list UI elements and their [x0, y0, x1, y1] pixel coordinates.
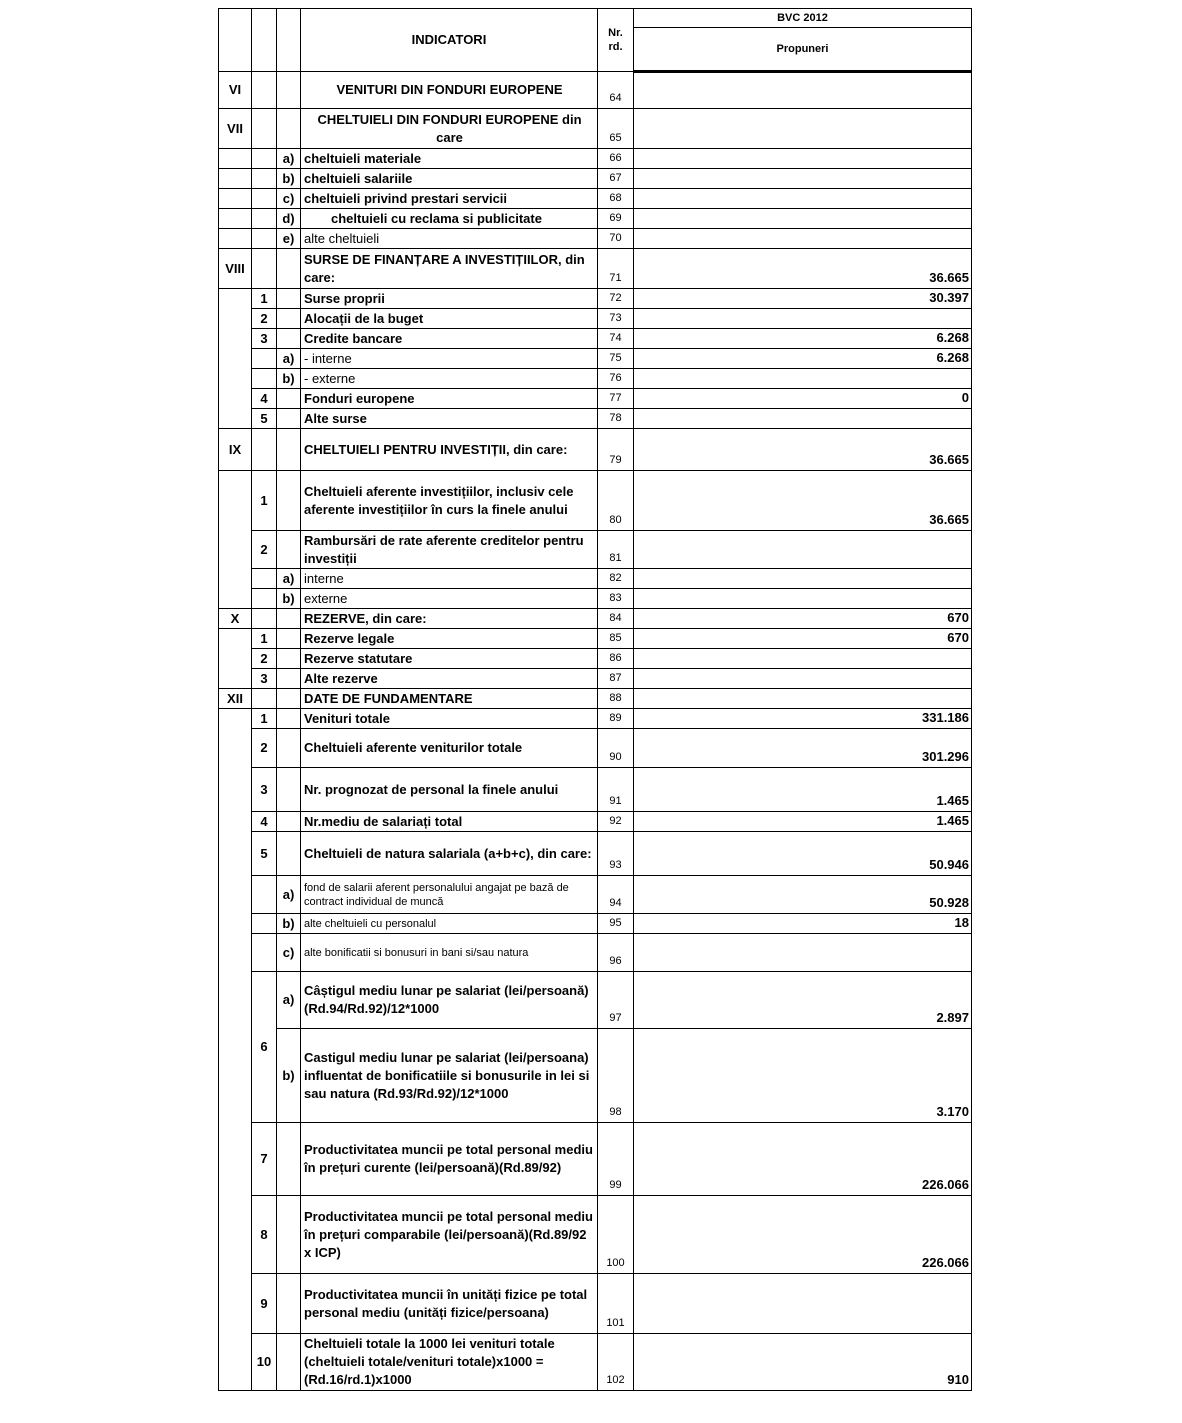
row-item-number	[252, 209, 277, 229]
row-item-number: 3	[252, 669, 277, 689]
row-indicator-label: REZERVE, din care:	[301, 609, 598, 629]
row-value	[634, 409, 972, 429]
row-indicator-label: SURSE DE FINANȚARE A INVESTIȚIILOR, din care:	[301, 249, 598, 289]
row-value: 3.170	[634, 1029, 972, 1123]
table-row	[219, 409, 972, 429]
row-value	[634, 689, 972, 709]
row-letter	[277, 72, 301, 109]
row-letter: a)	[277, 569, 301, 589]
table-row	[219, 649, 972, 669]
table-row	[219, 812, 972, 832]
row-value: 1.465	[634, 812, 972, 832]
row-indicator-label: Cheltuieli aferente investițiilor, inclusiv cele aferente investițiilor în curs la finele anului	[301, 471, 598, 531]
row-letter: b)	[277, 1029, 301, 1123]
table-row	[219, 1196, 972, 1274]
table-row	[219, 832, 972, 876]
header-blank-3	[277, 9, 301, 72]
row-item-number: 5	[252, 409, 277, 429]
row-item-number: 7	[252, 1123, 277, 1196]
table-row	[219, 1334, 972, 1391]
row-section-number: VII	[219, 109, 252, 149]
row-section-number	[219, 289, 252, 429]
row-letter: d)	[277, 209, 301, 229]
table-row	[219, 629, 972, 649]
table-row	[219, 1123, 972, 1196]
row-item-number	[252, 349, 277, 369]
table-row	[219, 189, 972, 209]
row-indicator-label: Alte rezerve	[301, 669, 598, 689]
row-value: 670	[634, 609, 972, 629]
row-number: 84	[598, 609, 634, 629]
row-letter	[277, 649, 301, 669]
row-indicator-label: fond de salarii aferent personalului angajat pe bază de contract individual de muncă	[301, 876, 598, 914]
row-number: 101	[598, 1274, 634, 1334]
row-value: 36.665	[634, 471, 972, 531]
row-indicator-label: DATE DE FUNDAMENTARE	[301, 689, 598, 709]
row-letter	[277, 768, 301, 812]
row-letter: b)	[277, 589, 301, 609]
row-indicator-label: Fonduri europene	[301, 389, 598, 409]
row-letter	[277, 689, 301, 709]
row-number: 89	[598, 709, 634, 729]
row-indicator-label: Alte surse	[301, 409, 598, 429]
row-value: 50.946	[634, 832, 972, 876]
row-value	[634, 309, 972, 329]
row-letter: c)	[277, 189, 301, 209]
row-indicator-label: cheltuieli privind prestari servicii	[301, 189, 598, 209]
row-item-number: 5	[252, 832, 277, 876]
header-row-top	[219, 9, 972, 28]
table-row	[219, 329, 972, 349]
table-row	[219, 689, 972, 709]
row-item-number: 2	[252, 729, 277, 768]
row-letter	[277, 832, 301, 876]
row-number: 90	[598, 729, 634, 768]
row-item-number: 1	[252, 471, 277, 531]
header-blank-1	[219, 9, 252, 72]
row-section-number: X	[219, 609, 252, 629]
row-section-number	[219, 189, 252, 209]
row-letter: a)	[277, 876, 301, 914]
row-number: 80	[598, 471, 634, 531]
row-indicator-label: cheltuieli cu reclama si publicitate	[301, 209, 598, 229]
row-number: 73	[598, 309, 634, 329]
row-item-number: 2	[252, 649, 277, 669]
row-number: 72	[598, 289, 634, 309]
row-item-number	[252, 109, 277, 149]
row-number: 81	[598, 531, 634, 569]
row-item-number: 1	[252, 289, 277, 309]
table-row	[219, 669, 972, 689]
row-indicator-label: VENITURI DIN FONDURI EUROPENE	[301, 72, 598, 109]
row-letter	[277, 1334, 301, 1391]
row-indicator-label: Câștigul mediu lunar pe salariat (lei/persoană) (Rd.94/Rd.92)/12*1000	[301, 972, 598, 1029]
row-number: 67	[598, 169, 634, 189]
row-value: 6.268	[634, 329, 972, 349]
row-number: 92	[598, 812, 634, 832]
row-letter	[277, 471, 301, 531]
row-indicator-label: Cheltuieli aferente veniturilor totale	[301, 729, 598, 768]
row-value	[634, 109, 972, 149]
row-number: 68	[598, 189, 634, 209]
table-row	[219, 531, 972, 569]
row-value: 226.066	[634, 1123, 972, 1196]
row-letter: b)	[277, 169, 301, 189]
row-number: 91	[598, 768, 634, 812]
row-value: 36.665	[634, 249, 972, 289]
row-value: 670	[634, 629, 972, 649]
table-row	[219, 589, 972, 609]
row-value	[634, 569, 972, 589]
row-section-number	[219, 149, 252, 169]
row-letter	[277, 812, 301, 832]
row-item-number	[252, 609, 277, 629]
table-row	[219, 1029, 972, 1123]
row-letter: a)	[277, 149, 301, 169]
row-letter	[277, 1274, 301, 1334]
row-value	[634, 209, 972, 229]
row-number: 102	[598, 1334, 634, 1391]
table-row	[219, 429, 972, 471]
row-indicator-label: Alocații de la buget	[301, 309, 598, 329]
row-letter	[277, 669, 301, 689]
row-item-number	[252, 589, 277, 609]
row-letter	[277, 329, 301, 349]
table-row	[219, 876, 972, 914]
table-row	[219, 109, 972, 149]
row-number: 87	[598, 669, 634, 689]
row-value	[634, 669, 972, 689]
row-number: 99	[598, 1123, 634, 1196]
row-number: 98	[598, 1029, 634, 1123]
row-number: 71	[598, 249, 634, 289]
row-letter: a)	[277, 349, 301, 369]
row-value: 50.928	[634, 876, 972, 914]
row-item-number: 3	[252, 768, 277, 812]
table-row	[219, 149, 972, 169]
row-number: 93	[598, 832, 634, 876]
row-letter	[277, 429, 301, 471]
row-item-number: 3	[252, 329, 277, 349]
row-indicator-label: Productivitatea muncii pe total personal mediu în prețuri comparabile (lei/persoană)(Rd.89/92 x ICP)	[301, 1196, 598, 1274]
row-indicator-label: CHELTUIELI DIN FONDURI EUROPENE din care	[301, 109, 598, 149]
table-row	[219, 609, 972, 629]
row-item-number: 6	[252, 972, 277, 1123]
row-value	[634, 169, 972, 189]
row-letter	[277, 109, 301, 149]
row-number: 65	[598, 109, 634, 149]
row-item-number	[252, 72, 277, 109]
row-number: 86	[598, 649, 634, 669]
row-letter	[277, 389, 301, 409]
row-indicator-label: Nr.mediu de salariați total	[301, 812, 598, 832]
row-item-number: 1	[252, 629, 277, 649]
row-section-number	[219, 229, 252, 249]
row-letter	[277, 709, 301, 729]
row-item-number: 9	[252, 1274, 277, 1334]
row-item-number	[252, 914, 277, 934]
row-letter	[277, 309, 301, 329]
row-number: 66	[598, 149, 634, 169]
row-number: 76	[598, 369, 634, 389]
row-number: 100	[598, 1196, 634, 1274]
row-indicator-label: Surse proprii	[301, 289, 598, 309]
row-item-number	[252, 429, 277, 471]
row-value	[634, 369, 972, 389]
row-value: 36.665	[634, 429, 972, 471]
header-bvc: BVC 2012	[634, 9, 972, 28]
row-indicator-label: - externe	[301, 369, 598, 389]
row-item-number: 2	[252, 309, 277, 329]
row-section-number	[219, 629, 252, 689]
row-item-number	[252, 934, 277, 972]
row-item-number: 1	[252, 709, 277, 729]
row-indicator-label: cheltuieli salariile	[301, 169, 598, 189]
row-number: 77	[598, 389, 634, 409]
row-letter	[277, 249, 301, 289]
row-item-number: 4	[252, 812, 277, 832]
table-row	[219, 709, 972, 729]
row-item-number: 10	[252, 1334, 277, 1391]
row-value	[634, 229, 972, 249]
table-row	[219, 914, 972, 934]
table-row	[219, 768, 972, 812]
row-value	[634, 149, 972, 169]
row-number: 79	[598, 429, 634, 471]
row-indicator-label: Productivitatea muncii pe total personal mediu în prețuri curente (lei/persoană)(Rd.89/92)	[301, 1123, 598, 1196]
row-indicator-label: Rambursări de rate aferente creditelor pentru investiții	[301, 531, 598, 569]
table-row	[219, 389, 972, 409]
row-number: 94	[598, 876, 634, 914]
table-row	[219, 349, 972, 369]
row-value	[634, 649, 972, 669]
row-number: 64	[598, 72, 634, 109]
row-section-number	[219, 209, 252, 229]
row-item-number	[252, 189, 277, 209]
row-letter	[277, 531, 301, 569]
row-indicator-label: Rezerve statutare	[301, 649, 598, 669]
row-section-number: VI	[219, 72, 252, 109]
row-indicator-label: cheltuieli materiale	[301, 149, 598, 169]
row-letter	[277, 1123, 301, 1196]
table-row	[219, 729, 972, 768]
table-row	[219, 169, 972, 189]
table-row	[219, 934, 972, 972]
row-letter	[277, 409, 301, 429]
row-letter: c)	[277, 934, 301, 972]
row-indicator-label: Rezerve legale	[301, 629, 598, 649]
row-section-number	[219, 709, 252, 1391]
row-indicator-label: Credite bancare	[301, 329, 598, 349]
row-value: 2.897	[634, 972, 972, 1029]
indicators-table-wrapper	[218, 8, 972, 1391]
row-item-number: 8	[252, 1196, 277, 1274]
row-indicator-label: interne	[301, 569, 598, 589]
row-number: 96	[598, 934, 634, 972]
table-row	[219, 249, 972, 289]
row-letter: b)	[277, 369, 301, 389]
row-value: 18	[634, 914, 972, 934]
row-number: 97	[598, 972, 634, 1029]
row-value	[634, 1274, 972, 1334]
row-indicator-label: Cheltuieli totale la 1000 lei venituri totale (cheltuieli totale/venituri totale)x1000 =(Rd.16/rd.1)x1000	[301, 1334, 598, 1391]
table-row	[219, 309, 972, 329]
row-indicator-label: alte bonificatii si bonusuri in bani si/sau natura	[301, 934, 598, 972]
row-letter	[277, 1196, 301, 1274]
row-value	[634, 589, 972, 609]
row-value: 1.465	[634, 768, 972, 812]
row-number: 69	[598, 209, 634, 229]
row-item-number	[252, 229, 277, 249]
table-row	[219, 569, 972, 589]
row-value: 910	[634, 1334, 972, 1391]
row-section-number: IX	[219, 429, 252, 471]
header-blank-2	[252, 9, 277, 72]
row-value: 301.296	[634, 729, 972, 768]
row-number: 85	[598, 629, 634, 649]
row-item-number: 2	[252, 531, 277, 569]
row-letter: b)	[277, 914, 301, 934]
table-row	[219, 289, 972, 309]
table-row	[219, 209, 972, 229]
row-letter: e)	[277, 229, 301, 249]
row-number: 75	[598, 349, 634, 369]
table-row	[219, 471, 972, 531]
row-item-number: 4	[252, 389, 277, 409]
row-item-number	[252, 169, 277, 189]
row-value: 331.186	[634, 709, 972, 729]
row-section-number	[219, 471, 252, 609]
row-indicator-label: Venituri totale	[301, 709, 598, 729]
row-section-number	[219, 169, 252, 189]
row-indicator-label: CHELTUIELI PENTRU INVESTIȚII, din care:	[301, 429, 598, 471]
row-number: 83	[598, 589, 634, 609]
row-section-number: VIII	[219, 249, 252, 289]
row-item-number	[252, 689, 277, 709]
row-section-number: XII	[219, 689, 252, 709]
row-value	[634, 189, 972, 209]
header-nr-rd: Nr. rd.	[598, 9, 634, 72]
row-letter	[277, 629, 301, 649]
row-indicator-label: Castigul mediu lunar pe salariat (lei/persoana) influentat de bonificatiile si bonusurile in lei si sau natura (Rd.93/Rd.92)/12*1000	[301, 1029, 598, 1123]
row-letter	[277, 729, 301, 768]
row-number: 74	[598, 329, 634, 349]
row-value: 0	[634, 389, 972, 409]
indicators-table	[218, 8, 972, 1391]
row-item-number	[252, 569, 277, 589]
row-indicator-label: Nr. prognozat de personal la finele anului	[301, 768, 598, 812]
table-row	[219, 369, 972, 389]
row-number: 78	[598, 409, 634, 429]
row-value: 30.397	[634, 289, 972, 309]
row-item-number	[252, 369, 277, 389]
table-row	[219, 972, 972, 1029]
table-row	[219, 72, 972, 109]
row-letter	[277, 289, 301, 309]
row-value	[634, 531, 972, 569]
row-indicator-label: - interne	[301, 349, 598, 369]
row-number: 82	[598, 569, 634, 589]
row-indicator-label: externe	[301, 589, 598, 609]
row-letter: a)	[277, 972, 301, 1029]
row-value: 226.066	[634, 1196, 972, 1274]
row-value: 6.268	[634, 349, 972, 369]
row-value	[634, 934, 972, 972]
table-row	[219, 229, 972, 249]
header-propuneri: Propuneri	[634, 28, 972, 72]
table-row	[219, 1274, 972, 1334]
row-item-number	[252, 876, 277, 914]
row-indicator-label: Cheltuieli de natura salariala (a+b+c), din care:	[301, 832, 598, 876]
row-value	[634, 72, 972, 109]
header-indicatori: INDICATORI	[301, 9, 598, 72]
row-item-number	[252, 249, 277, 289]
row-item-number	[252, 149, 277, 169]
row-number: 70	[598, 229, 634, 249]
row-indicator-label: Productivitatea muncii în unități fizice pe total personal mediu (unități fizice/persoana)	[301, 1274, 598, 1334]
row-indicator-label: alte cheltuieli	[301, 229, 598, 249]
row-indicator-label: alte cheltuieli cu personalul	[301, 914, 598, 934]
row-letter	[277, 609, 301, 629]
row-number: 88	[598, 689, 634, 709]
row-number: 95	[598, 914, 634, 934]
